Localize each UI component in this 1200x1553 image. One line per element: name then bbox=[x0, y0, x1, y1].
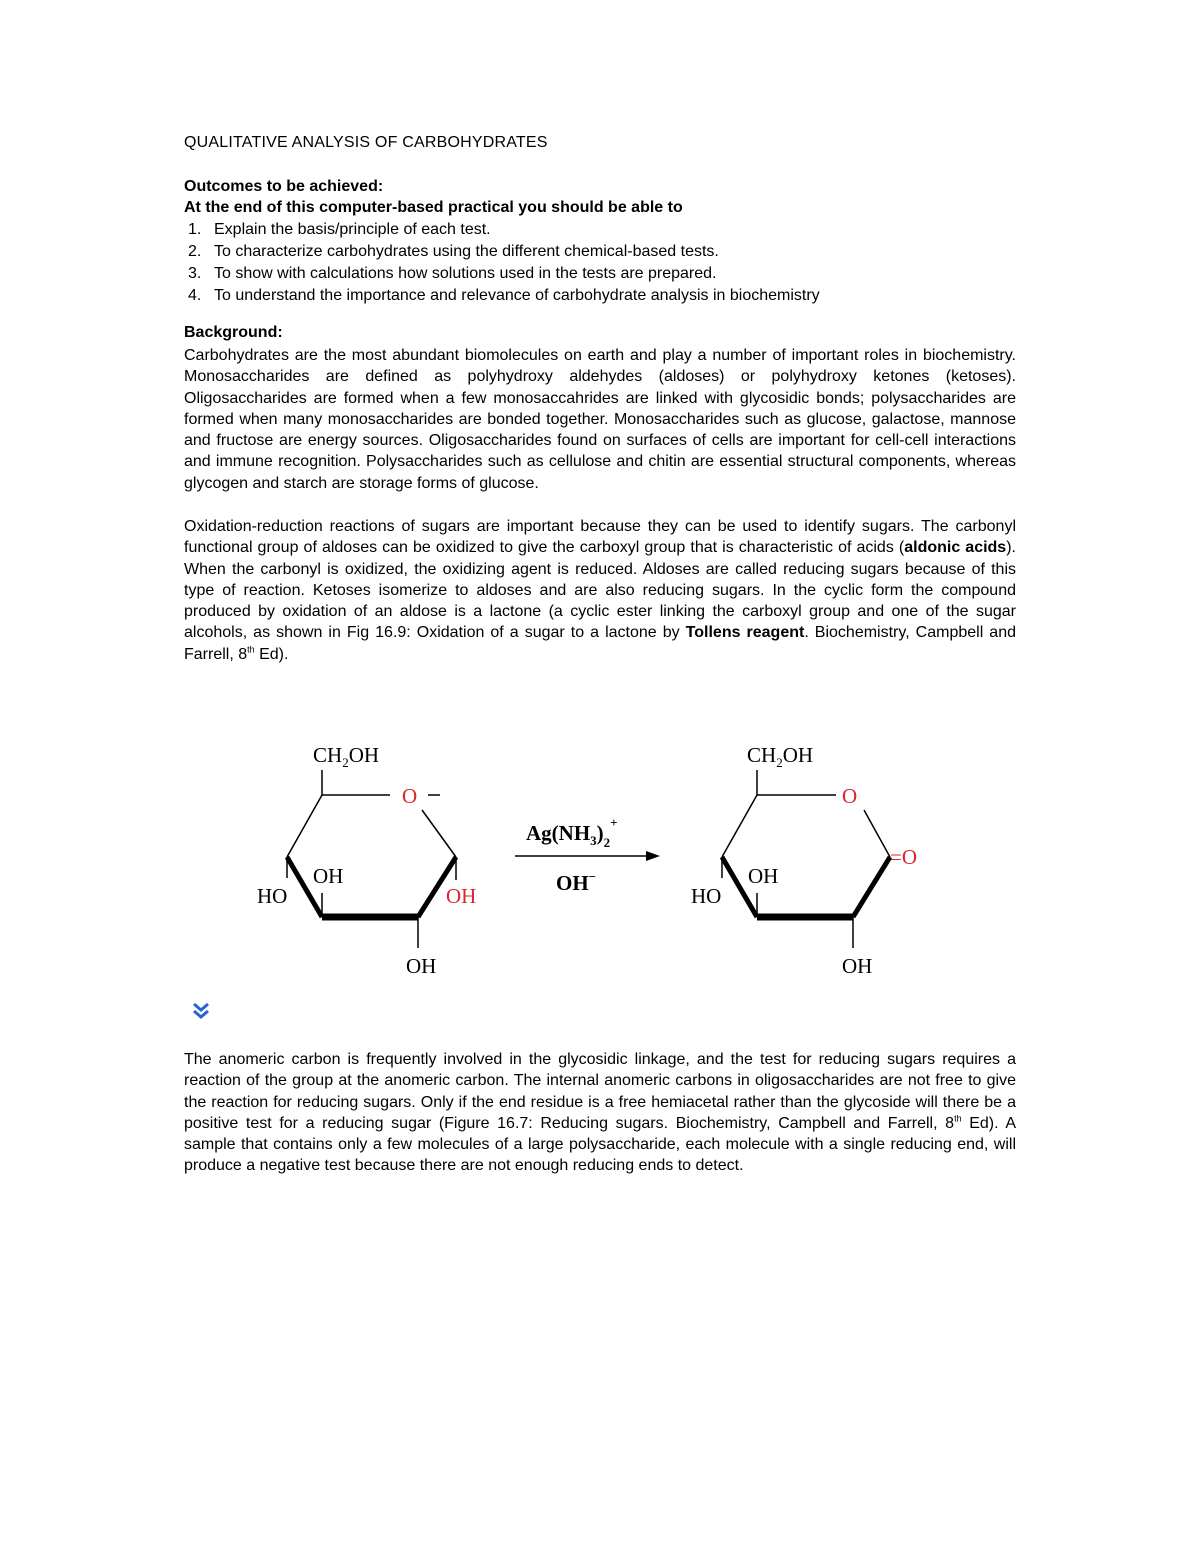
list-text: To characterize carbohydrates using the different chemical-based tests. bbox=[214, 243, 719, 260]
carbonyl-oxygen: =O bbox=[890, 845, 918, 869]
bold-term-aldonic-acids: aldonic acids bbox=[904, 539, 1007, 557]
left-c4-ho: HO bbox=[257, 884, 288, 908]
bold-term-tollens-reagent: Tollens reagent bbox=[685, 624, 805, 642]
list-number: 4. bbox=[188, 287, 202, 304]
text-run: The anomeric carbon is frequently involved in the glycosidic linkage, and the test for reducing sugars requires a reaction of the group at the anomeric carbon. The internal anomeric carbons in oligosaccharides are not free to give the reaction for reducing sugars. Only if the end residue is a free hemiacetal rather than the glycoside will there be a positive test for a reducing sugar (Figure 16.7: Reducing sugars. Biochemistry, Campbell and Farrell, 8 bbox=[184, 1051, 1016, 1132]
reaction-arrow bbox=[515, 815, 660, 895]
glucose-structure bbox=[257, 743, 476, 978]
list-text: Explain the basis/principle of each test. bbox=[214, 221, 491, 238]
list-item bbox=[184, 241, 820, 263]
background-paragraph-1: Carbohydrates are the most abundant biomolecules on earth and play a number of important roles in biochemistry. Monosaccharides are defined as polyhydroxy aldehydes (aldoses) or polyhydroxy ketones (ketoses). Oligosaccharides are formed when a few monosaccahrides are linked with glycosidic bonds; polysaccharides are formed when many monosaccharides are bonded together. Monosaccharides such as glucose, galactose, mannose and fructose are energy sources. Oligosaccharides found on surfaces of cells are important for cell-cell interactions and immune recognition. Polysaccharides such as cellulose and chitin are essential structural components, whereas glycogen and starch are storage forms of glucose. bbox=[184, 347, 1016, 492]
left-c3-oh: OH bbox=[313, 864, 344, 888]
right-ring-oxygen: O bbox=[842, 784, 858, 808]
outcomes-list bbox=[184, 219, 820, 307]
list-item bbox=[184, 285, 820, 307]
list-item bbox=[184, 263, 820, 285]
text-run: ). When the carbonyl is oxidized, the oxidizing agent is reduced. Aldoses are called reducing sugars because of this type of reaction. Ketoses isomerize to aldoses and are also reducing sugars. In the cyclic form the compound produced by oxidation of an aldose is a lactone (a cyclic ester linking the carboxyl group and one of the sugar alcohols, as shown in Fig 16.9: Oxidation of a sugar to a lactone by bbox=[184, 539, 1016, 642]
list-number: 1. bbox=[188, 221, 202, 238]
text-run: Ed). bbox=[254, 645, 289, 663]
list-item bbox=[184, 219, 820, 241]
left-c2-oh: OH bbox=[406, 954, 437, 978]
left-ch2oh-label: $CH_2OH$ bbox=[313, 743, 380, 770]
superscript: th bbox=[954, 1113, 962, 1124]
lactone-structure bbox=[691, 743, 917, 978]
reagent-label: $Ag(NH_3)_2^+$ bbox=[526, 815, 618, 850]
background-paragraph-2 bbox=[184, 516, 1016, 665]
anomeric-paragraph bbox=[184, 1049, 1016, 1177]
list-number: 2. bbox=[188, 243, 202, 260]
superscript: th bbox=[247, 644, 255, 655]
list-text: To understand the importance and relevance of carbohydrate analysis in biochemistry bbox=[214, 287, 820, 304]
list-text: To show with calculations how solutions used in the tests are prepared. bbox=[214, 265, 717, 282]
left-anomeric-oh: OH bbox=[446, 884, 477, 908]
outcomes-intro: At the end of this computer-based practical you should be able to bbox=[184, 199, 683, 216]
right-ch2oh-label: $CH_2OH$ bbox=[747, 743, 814, 770]
right-c3-oh: OH bbox=[748, 864, 779, 888]
text-run: Oxidation-reduction reactions of sugars are important because they can be used to identify sugars. The carbonyl functional group of aldoses can be oxidized to give the carboxyl group that is characteristic of acids ( bbox=[184, 518, 1016, 557]
right-c2-oh: OH bbox=[842, 954, 873, 978]
text-run: Ed). A sample that contains only a few molecules of a large polysaccharide, each molecule with a single reducing end, will produce a negative test because there are not enough reducing ends to detect. bbox=[184, 1114, 1017, 1175]
base-label: OH− bbox=[556, 869, 597, 895]
list-number: 3. bbox=[188, 265, 202, 282]
background-heading: Background: bbox=[184, 324, 283, 341]
oxidation-figure bbox=[250, 730, 950, 990]
double-chevron-down-icon[interactable] bbox=[190, 1000, 212, 1022]
right-c4-ho: HO bbox=[691, 884, 722, 908]
outcomes-heading: Outcomes to be achieved: bbox=[184, 178, 384, 195]
text-run: . Biochemistry, Campbell and Farrell, 8 bbox=[184, 624, 1017, 663]
document-title: QUALITATIVE ANALYSIS OF CARBOHYDRATES bbox=[184, 134, 548, 151]
left-ring-oxygen: O bbox=[402, 784, 418, 808]
outcomes-section bbox=[184, 176, 683, 218]
